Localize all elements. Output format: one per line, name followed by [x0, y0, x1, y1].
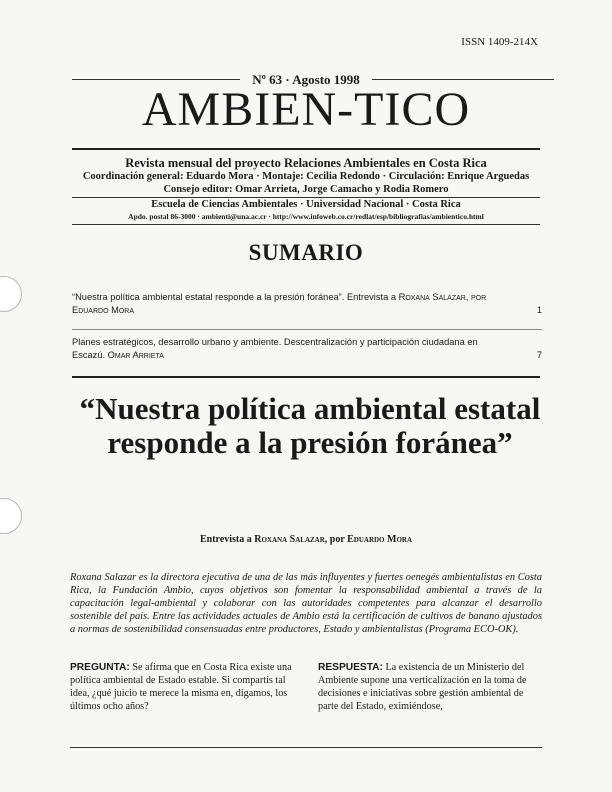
- toc-entry-2-title: Planes estratégicos, desarrollo urbano y ambiente. Descentralización y participación ciudadana en Escazú.: [72, 337, 478, 360]
- toc-entry-1-author: Roxana Salazar, por Eduardo Mora: [72, 292, 487, 315]
- question-text: Se afirma que en Costa Rica existe una política ambiental de Estado estable. Si compartís tal idea, ¿qué juicio te merece la misma en, digamos, los últimos ocho años?: [70, 662, 292, 712]
- punch-hole-top: [0, 276, 22, 312]
- footer-rule: [70, 747, 542, 748]
- toc-entry-1-page: 1: [536, 305, 542, 315]
- punch-hole-bottom: [0, 498, 22, 534]
- answer-paragraph: [318, 661, 544, 713]
- masthead-title: AMBIEN-TICO: [141, 83, 471, 136]
- credits-rule: [72, 197, 540, 198]
- question-paragraph: [70, 661, 296, 713]
- issue-line: Nº 63 · Agosto 1998: [252, 72, 360, 87]
- credits-line-1: Coordinación general: Eduardo Mora · Montaje: Cecilia Redondo · Circulación: Enrique Arguedas: [82, 171, 530, 182]
- toc-entry-2[interactable]: [72, 336, 542, 362]
- sumario-heading: SUMARIO: [248, 240, 364, 265]
- toc-entry-1[interactable]: [72, 291, 542, 317]
- toc-entry-2-author: Omar Arrieta: [107, 350, 164, 360]
- article-byline: Entrevista a Roxana Salazar, por Eduardo Mora: [200, 534, 412, 545]
- postal-contact-line: Apdo. postal 86-3000 · ambienti@una.ac.cr · http://www.infoweb.co.cr/redlat/esp/bibliografias/ambientico.html: [128, 212, 484, 221]
- article-headline: “Nuestra política ambiental estatal responde a la presión foránea”: [79, 391, 541, 460]
- answer-text: La existencia de un Ministerio del Ambiente supone una verticalización en la toma de decisiones e iniciativas sobre gestión ambiental de parte del Estado, eximiéndose,: [318, 662, 527, 712]
- toc-bottom-rule: [72, 376, 540, 378]
- school-line: Escuela de Ciencias Ambientales · Universidad Nacional · Costa Rica: [151, 199, 461, 210]
- toc-entry-1-title: “Nuestra política ambiental estatal responde a la presión foránea”. Entrevista a: [72, 292, 399, 302]
- magazine-subtitle: Revista mensual del proyecto Relaciones Ambientales en Costa Rica: [125, 156, 487, 170]
- answer-label: RESPUESTA:: [318, 662, 383, 673]
- postal-rule: [72, 224, 540, 225]
- toc-entry-2-page: 7: [536, 350, 542, 360]
- masthead-rule: [72, 148, 540, 150]
- credits-line-2: Consejo editor: Omar Arrieta, Jorge Camacho y Rodia Romero: [163, 184, 449, 195]
- question-label: PREGUNTA:: [70, 662, 130, 673]
- issn-number: ISSN 1409-214X: [461, 36, 538, 48]
- toc-divider: [72, 329, 542, 330]
- article-intro: Roxana Salazar es la directora ejecutiva de una de las más influyentes y fuertes oenegés ambientalistas en Costa Rica, la Fundación Ambio, cuyos objetivos son fomentar la responsabilidad ambiental a través de la capacitación legal-ambiental y colaborar con las autoridades competentes para alcanzar el desarrollo sostenible del país. Entre las actividades actuales de Ambio está la certificación de cultivos de banano ajustados a normas de sostenibilidad consensuadas entre productores, Estado y ambientalistas (Programa ECO-OK).: [70, 572, 542, 635]
